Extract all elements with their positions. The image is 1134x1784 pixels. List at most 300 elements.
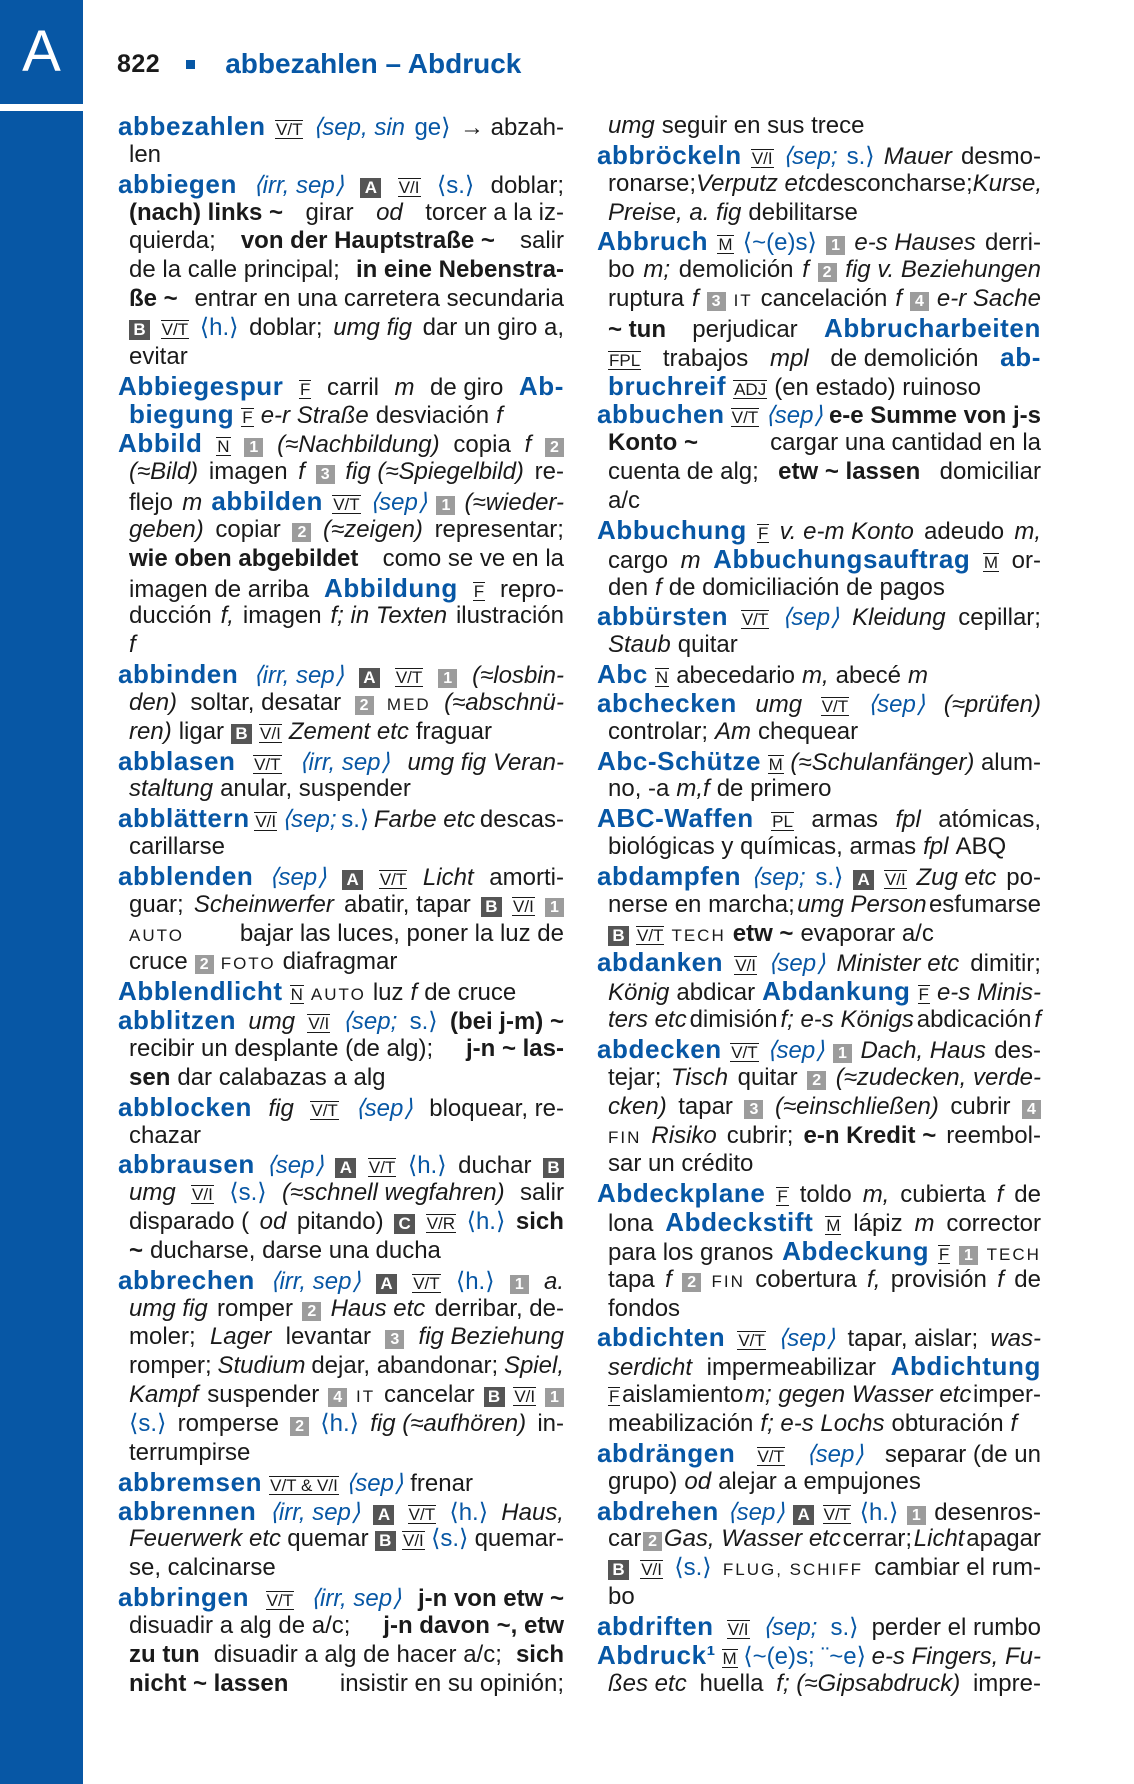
entry-line [597,314,1041,343]
translation: quitar [737,1063,798,1091]
translation: moler; [129,1323,196,1351]
italic-note: fig [268,1094,294,1122]
subject-label: IT [733,291,753,311]
entry-line [597,1583,1041,1612]
grammar-label: V/I [641,1560,663,1580]
phrase: nicht ~ lassen [129,1669,289,1697]
entry-line [118,660,564,689]
grammar-label: ADJ [734,379,767,399]
headword: abchecken [597,687,737,718]
italic-note: f [298,458,305,486]
grammar-note: ⟨irr, sep⟩ [270,1267,361,1295]
italic-note: was- [990,1325,1041,1353]
translation: flejo [129,488,174,516]
italic-note: Tisch [670,1063,729,1091]
italic-note: m, [801,662,829,690]
entry-line [118,227,564,256]
entry-line [118,718,564,747]
entry-line [118,1439,564,1468]
italic-note: e-r Straße [260,402,369,430]
translation: nerse en marcha; [608,890,795,918]
italic-note: e-r Sache [936,285,1041,313]
italic-note: Verputz etc [696,169,817,197]
italic-note: Feuerwerk etc [129,1525,282,1553]
grammar-note: ⟨s.⟩ [229,1179,267,1207]
translation: terrumpirse [129,1438,251,1466]
phrase: j-n davon ~, etw [383,1611,564,1639]
headword: abblasen [118,745,236,776]
entry-line [118,689,564,718]
thumb-index-bar [0,111,83,1784]
translation: car [608,1525,642,1553]
headword: Abbrucharbeiten [823,312,1041,343]
entry-line [597,141,1041,170]
translation: tapar [678,1092,733,1120]
grammar-note: ⟨h.⟩ [466,1208,506,1236]
grammar-note: ⟨sep; [342,1008,398,1036]
italic-note: Kurse, [972,169,1043,197]
italic-note: f [129,631,136,659]
sense-number: 4 [328,1388,347,1407]
entry-line [597,1237,1041,1266]
grammar-note: ⟨sep; [281,806,337,834]
entry-line [118,1237,564,1266]
translation: cargar una cantidad en la [770,429,1041,457]
italic-note: umg [755,690,803,718]
translation: de cruce [424,979,517,1007]
translation: anular, suspender [220,775,411,803]
sense-number: 2 [643,1532,662,1551]
entry-line [597,574,1041,603]
italic-note: f; in Texten [330,602,448,630]
translation: romper; [129,1352,212,1380]
headword: abdichten [597,1322,726,1353]
entry-line [118,1525,564,1554]
sense-number: 2 [195,955,214,974]
translation: de [1014,1265,1041,1293]
entry-line [118,1208,564,1237]
entry-line [118,1323,564,1352]
sense-number: 2 [807,1071,826,1090]
translation: fondos [608,1294,681,1322]
translation: para los granos [608,1238,774,1266]
phrase: sen [129,1063,171,1091]
right-column [597,112,1041,1698]
translation: descas- [479,806,564,834]
translation: adeudo [924,517,1005,545]
page-number: 822 [117,49,161,78]
translation: perjudicar [692,315,798,343]
left-column [118,112,564,1698]
translation: ilustración [455,602,564,630]
entry-line [118,1583,564,1612]
grammar-note: ⟨~(e)s; ¨~e⟩ [743,1642,867,1670]
grammar-note: ⟨h.⟩ [859,1498,899,1526]
translation: amorti- [489,863,564,891]
italic-note: umg [248,1008,296,1036]
translation: fraguar [415,717,492,745]
subject-label: FLUG, SCHIFF [722,1560,864,1580]
italic-note: f [524,431,532,459]
phrase: ~ [129,1236,144,1264]
subject-label: TECH [986,1244,1041,1264]
italic-note: f [1010,1409,1018,1437]
grammar-note: ⟨s.⟩ [430,1525,469,1553]
subject-label: FIN [608,1127,642,1147]
headword: abbrausen [118,1149,255,1180]
entry-line [118,1179,564,1208]
entry-line [118,1035,564,1064]
grammar-note: s.⟩ [815,863,844,891]
grammar-note: ⟨sep⟩ [768,950,826,978]
entry-line [118,574,564,603]
translation: bajar las luces, poner la luz de [239,919,564,947]
translation: provisión [890,1265,987,1293]
translation: aislamiento [622,1381,744,1409]
entry-line [118,170,564,199]
entry-line [597,170,1041,199]
entry-line [118,1266,564,1295]
grammar-label: V/T [161,319,189,339]
translation: evaporar a/c [800,919,934,947]
grammar-label: V/I [255,812,277,832]
translation: debilitarse [748,198,858,226]
translation: alejar a empujones [718,1467,921,1495]
entry-line [118,1093,564,1122]
translation: cancelación [760,285,888,313]
grammar-label: M [722,1648,737,1668]
sense-number: 1 [438,669,457,688]
italic-note: Haus etc [330,1294,426,1322]
italic-note: f [996,1181,1004,1209]
grammar-note: ⟨sep⟩ [767,1037,825,1064]
section-letter: A [853,870,874,890]
entry-line [597,285,1041,314]
entry-line [118,1497,564,1526]
italic-note: f [1034,1006,1041,1034]
translation: obturación [891,1409,1004,1437]
grammar-label: V/I [192,1185,213,1205]
grammar-note: ⟨sep⟩ [345,1469,404,1497]
phrase: j-n ~ las- [465,1035,564,1062]
translation: cepillar; [958,604,1041,632]
section-letter: B [608,1560,629,1580]
entry-line [118,862,564,891]
headword: Abdeckung [782,1235,930,1266]
grammar-note: ⟨sep, sin [312,114,405,141]
grammar-label: F [609,1387,620,1407]
grammar-note: ⟨sep⟩ [777,1325,836,1353]
grammar-label: V/T [823,1504,851,1524]
grammar-note: ⟨h.⟩ [199,313,239,341]
section-letter: A [376,1274,397,1294]
entry-line [597,1525,1041,1554]
entry-line [597,343,1041,372]
translation: de demolición [830,344,979,372]
entry-line [597,545,1041,574]
subject-label: AUTO [129,925,184,945]
guide-words: abbezahlen – Abdruck [225,48,522,79]
entry-line [118,775,564,804]
translation: dar un giro a, [422,313,564,341]
translation: levantar [285,1323,371,1351]
translation: duchar [458,1152,532,1180]
headword: abbremsen [118,1466,263,1497]
entry-line [118,948,564,977]
sense-number: 2 [682,1273,701,1292]
italic-note: m [394,373,415,401]
grammar-label: V/T & V/I [270,1475,338,1495]
headword: ab- [1000,341,1041,372]
grammar-label: N [290,985,303,1005]
entry-line [118,1468,564,1497]
translation: insistir en su opinión; [339,1669,564,1697]
grammar-note: ⟨sep⟩ [727,1498,785,1526]
grammar-label: F [777,1187,788,1207]
entry-line [597,1381,1041,1410]
entry-line [597,1122,1041,1151]
translation: demolición [678,256,794,284]
headword: abbrechen [118,1264,255,1295]
italic-note: f [895,285,903,313]
translation: romperse [177,1409,279,1437]
grammar-label: F [473,581,485,601]
entry-line [118,112,564,141]
entry-line [597,833,1041,862]
entry-line [597,689,1041,718]
translation: desviación [375,402,490,430]
italic-note: Kleidung [852,604,946,632]
grammar-label: N [217,437,230,457]
italic-note: e-s Fingers, Fu- [871,1642,1041,1670]
grammar-label: V/R [426,1214,456,1234]
italic-note: Farbe etc [373,806,476,834]
translation: ruptura [608,285,685,313]
italic-note: umg fig [129,1294,208,1322]
entry-line [597,429,1041,458]
translation: sar un crédito [608,1150,754,1178]
translation: torcer a la iz- [425,198,564,226]
sense-number: 1 [545,898,564,917]
grammar-note: ⟨s.⟩ [436,171,475,199]
sense-number: 3 [707,292,726,311]
section-letter: B [481,897,502,917]
grammar-note: s.⟩ [409,1008,438,1036]
italic-note: Minister etc [836,950,960,978]
section-letter: B [484,1387,505,1407]
italic-note: Haus, [501,1498,564,1526]
grammar-note: ⟨irr, sep⟩ [269,1498,361,1526]
subject-label: MED [386,694,431,714]
italic-note: umg fig Veran- [407,748,564,776]
translation: soltar, desatar [190,688,342,716]
sense-number: 3 [744,1100,763,1119]
sense-number: 2 [355,696,374,715]
phrase: in eine Nebenstra- [355,256,564,284]
section-letter: A [373,1505,394,1525]
grammar-note: ⟨sep; [762,1613,818,1641]
italic-note: Licht [422,863,474,891]
headword: Abbruch [597,226,709,257]
italic-note: m [914,1210,935,1238]
section-letter: B [543,1158,564,1178]
translation: bloquear, re- [429,1094,564,1122]
translation: trabajos [662,344,749,372]
grammar-label: V/I [751,148,773,168]
grammar-note: ⟨sep; [750,863,806,891]
entry-line [118,343,564,372]
entry-line [118,1352,564,1381]
italic-note: Studium [217,1352,306,1380]
italic-note: Am [715,717,752,745]
entry-line [597,1150,1041,1179]
section-letter: B [231,724,252,744]
italic-note: Zug etc [916,863,997,891]
italic-note: Preise, a. fig [608,198,742,226]
translation: doblar; [490,171,564,199]
italic-note: f [802,256,809,284]
headword: abblitzen [118,1005,237,1036]
headword: Abc [597,659,648,690]
translation: derribar, de- [434,1294,564,1322]
translation: controlar; [608,717,709,745]
italic-note: f; e-s Königs [780,1006,914,1034]
sense-number: 1 [244,438,263,457]
entry-line [597,1612,1041,1641]
italic-note: König [608,979,670,1007]
grammar-label: FPL [609,350,641,370]
italic-note: f [692,285,699,313]
italic-note: f [997,1265,1004,1293]
headword: abbröckeln [597,139,742,170]
translation: dar calabazas a alg [177,1063,386,1091]
entry-line [118,1410,564,1439]
entry-line [118,199,564,228]
grammar-note: ⟨sep⟩ [269,863,327,891]
translation: guar; [129,890,184,918]
translation: biológicas y químicas, armas [608,833,917,861]
translation: len [129,140,162,168]
translation: carillarse [129,833,226,861]
entry-line [118,1612,564,1641]
translation: cubierta [900,1181,986,1209]
sense-number: 1 [833,1044,852,1063]
grammar-note: ⟨irr, sep⟩ [253,662,345,690]
translation: desconcharse; [816,169,973,197]
headword: Abbiegespur [118,370,284,401]
grammar-label: V/T [379,869,407,889]
translation: ducharse, darse una ducha [150,1236,441,1264]
entry-line [118,1006,564,1035]
grammar-note: s.⟩ [341,806,370,834]
translation: den [608,573,649,601]
headword: Abbuchung [597,514,747,545]
italic-note: Risiko [651,1121,717,1149]
running-header [117,44,521,84]
phrase: wie oben abgebildet [129,544,359,572]
grammar-label: V/T [741,610,769,630]
italic-note: (≈Schulanfänger) [790,748,975,776]
entry-line [597,862,1041,891]
translation: re- [534,458,564,486]
italic-note: ßes etc [608,1669,687,1697]
italic-note: (≈Nachbildung) [277,431,440,459]
italic-note: Staub [608,631,671,659]
grammar-label: V/I [727,1619,749,1639]
entry-line [118,458,564,487]
entry-line [118,804,564,833]
translation: como se ve en la [382,544,564,572]
italic-note: ren) [129,717,172,745]
headword: ABC-Waffen [597,803,754,834]
phrase: e-e Summe von j-s [828,402,1041,430]
entry-line [118,1381,564,1410]
translation: cargo [608,546,669,574]
italic-note: fig v. Beziehungen [845,256,1041,284]
section-letter: B [608,926,629,946]
sense-number: 2 [302,1302,321,1321]
italic-note: f; (≈Gipsabdruck) [776,1669,961,1697]
grammar-label: V/T [311,1100,338,1120]
grammar-label: V/T [413,1273,440,1293]
grammar-label: M [718,235,733,255]
italic-note: Lager [209,1323,272,1351]
italic-note: m, [862,1181,890,1209]
grammar-note: ⟨sep⟩ [266,1152,324,1180]
entry-line [597,199,1041,228]
italic-note: (≈Bild) [129,458,199,486]
translation: ronarse; [608,169,697,197]
translation: dimitir; [970,950,1041,978]
grammar-note: ⟨irr, sep⟩ [253,171,345,199]
translation: romper [216,1294,294,1322]
italic-note: f [655,573,662,601]
grammar-label: V/T [637,925,664,945]
entry-line [597,372,1041,401]
entry-line [118,487,564,516]
entry-line [118,747,564,776]
entry-line [597,1468,1041,1497]
grammar-label: V/T [731,1043,758,1062]
entry-line [118,545,564,574]
section-letter: B [375,1531,396,1551]
entry-line [597,1554,1041,1583]
italic-note: staltung [129,775,214,803]
italic-note: Kampf [129,1381,199,1409]
grammar-label: V/T [738,1331,765,1351]
translation: cubrir; [726,1121,794,1149]
headword: abbilden [211,485,324,516]
entry-line [597,602,1041,631]
grammar-note: ⟨sep⟩ [806,1440,864,1468]
italic-note: (≈zudecken, verde- [835,1063,1041,1091]
translation: cubrir [950,1092,1011,1120]
entry-line [118,1295,564,1324]
section-letter: A [335,1158,356,1178]
translation: derri- [984,229,1041,257]
grammar-note: ⟨irr, sep⟩ [310,1585,402,1613]
entry-line [597,487,1041,516]
italic-note: f; e-s Lochs [760,1409,885,1437]
italic-note: Licht [913,1525,965,1553]
translation: abecé [835,662,902,690]
headword: abdanken [597,947,724,978]
translation: de domiciliación de pagos [668,573,945,601]
italic-note: fig (≈aufhören) [370,1409,527,1437]
italic-note: m, [1014,517,1041,545]
translation: se, calcinarse [129,1554,276,1582]
italic-note: umg [608,112,655,139]
